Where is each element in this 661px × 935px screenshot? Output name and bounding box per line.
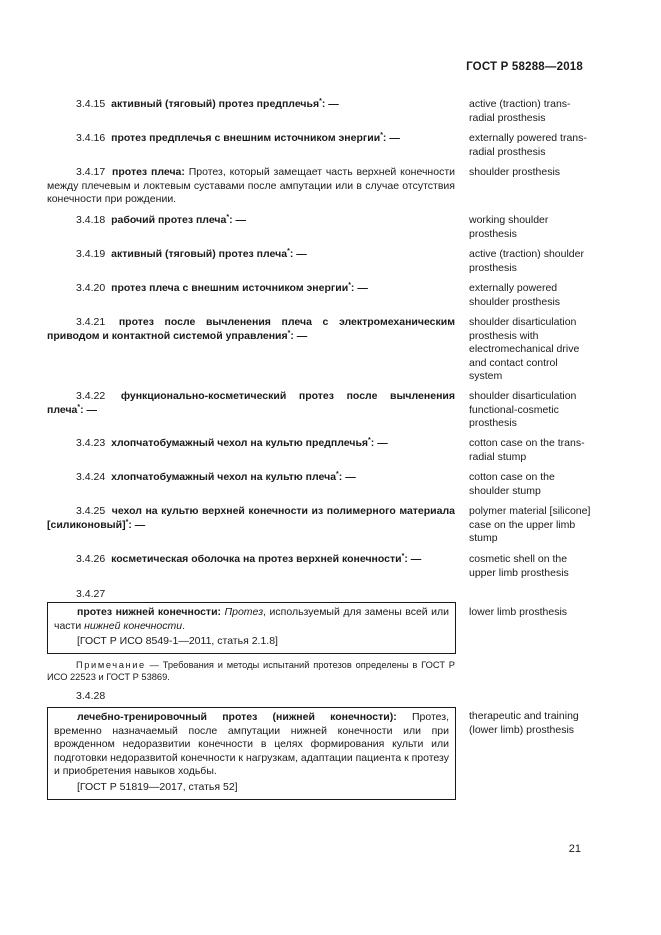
ru-term — [47, 390, 455, 417]
entry-number: 3.4.26 — [76, 553, 106, 565]
definition-text: Протез, который замещает часть верхней конечности между плечевым и локтевым суставами после ампутации или в случае отсутствия конечности при рождении. — [47, 166, 455, 206]
en-term: therapeutic and training (lower limb) prosthesis — [469, 710, 579, 736]
entry-number: 3.4.16 — [76, 132, 106, 144]
ru-term — [47, 132, 455, 146]
entry-number: 3.4.22 — [76, 390, 106, 402]
source-reference: [ГОСТ Р 51819—2017, статья 52] — [77, 780, 238, 793]
term-name: активный (тяговый) протез предплечья*: — — [111, 98, 339, 110]
term-name: протез нижней конечности: — [77, 606, 222, 618]
entry-number: 3.4.24 — [76, 471, 106, 483]
en-term: cotton case on the shoulder stump — [469, 471, 555, 497]
term-name: протез после вычленения плеча с электромеханическим приводом и контактной системой управления*: — — [47, 316, 455, 342]
entry-number: 3.4.15 — [76, 98, 106, 110]
en-term: polymer material [silicone] case on the upper limb stump — [469, 505, 591, 545]
term-name: активный (тяговый) протез плеча*: — — [111, 248, 307, 260]
term-name: хлопчатобумажный чехол на культю предплечья*: — — [111, 437, 388, 449]
en-term: cosmetic shell on the upper limb prosthesis — [469, 553, 569, 579]
ru-term — [47, 282, 455, 296]
definition-text: лечебно-тренировочный протез (нижней конечности): Протез, временно назначаемый после ампутации нижней конечности или при врожденном недоразвитии конечности в целях формирования культи или подготовки недоразвитой конечности к нагрузкам, адаптации пациента к протезу и приобретения навыков ходьбы. — [54, 711, 450, 778]
en-term: active (traction) trans-radial prosthesis — [469, 98, 571, 124]
en-term: externally powered shoulder prosthesis — [469, 282, 561, 308]
entry-number: 3.4.18 — [76, 214, 106, 226]
entry-number: 3.4.17 — [76, 166, 106, 178]
standard-header: ГОСТ Р 58288—2018 — [466, 61, 583, 73]
en-term: shoulder disarticulation prosthesis with electromechanical drive and contact control system — [469, 316, 580, 383]
en-term: working shoulder prosthesis — [469, 214, 549, 240]
term-name: функционально-косметический протез после вычленения плеча*: — — [47, 390, 456, 416]
en-term: shoulder prosthesis — [469, 166, 561, 178]
entry-number: 3.4.25 — [76, 505, 106, 517]
term-name: протез плеча с внешним источником энергии*: — — [111, 282, 368, 294]
term-name: чехол на культю верхней конечности из полимерного материала [силиконовый]*: — — [47, 505, 455, 531]
entry-number: 3.4.21 — [76, 316, 106, 328]
ru-term — [47, 505, 455, 532]
entry-number: 3.4.27 — [76, 588, 106, 600]
note-text: — Требования и методы испытаний протезов определены в ГОСТ Р ИСО 22523 и ГОСТ Р 53869. — [47, 660, 455, 683]
ru-term — [47, 98, 455, 112]
ru-term — [47, 553, 455, 567]
entry-number: 3.4.20 — [76, 282, 106, 294]
entry-number: 3.4.28 — [76, 690, 106, 702]
source-reference: [ГОСТ Р ИСО 8549-1—2011, статья 2.1.8] — [77, 635, 278, 648]
term-name: протез предплечья с внешним источником энергии*: — — [111, 132, 400, 144]
ru-definition — [47, 166, 455, 207]
ru-term — [47, 471, 455, 485]
ru-term — [47, 248, 455, 262]
definition-frame — [47, 602, 456, 654]
en-term: active (traction) shoulder prosthesis — [469, 248, 584, 274]
term-name: лечебно-тренировочный протез (нижней конечности): — [77, 711, 397, 723]
note-label: Примечание — [76, 660, 146, 670]
en-term: shoulder disarticulation functional-cosmetic prosthesis — [469, 390, 577, 430]
entry-number: 3.4.23 — [76, 437, 106, 449]
term-name: протез плеча: — [112, 166, 185, 178]
note — [47, 659, 455, 683]
page-number: 21 — [568, 843, 581, 855]
definition-text: протез нижней конечности: Протез, используемый для замены всей или части нижней конечности. — [54, 606, 449, 632]
en-term: externally powered trans-radial prosthesis — [469, 132, 587, 158]
term-name: косметическая оболочка на протез верхней конечности*: — — [111, 553, 422, 565]
ru-term — [47, 214, 455, 228]
ru-term — [47, 437, 455, 451]
en-term: lower limb prosthesis — [469, 606, 568, 618]
definition-frame — [47, 707, 456, 800]
en-term: cotton case on the trans-radial stump — [469, 437, 585, 463]
term-name: рабочий протез плеча*: — — [111, 214, 247, 226]
term-name: хлопчатобумажный чехол на культю плеча*: — — [111, 471, 356, 483]
entry-number: 3.4.19 — [76, 248, 106, 260]
ru-term — [47, 316, 455, 343]
